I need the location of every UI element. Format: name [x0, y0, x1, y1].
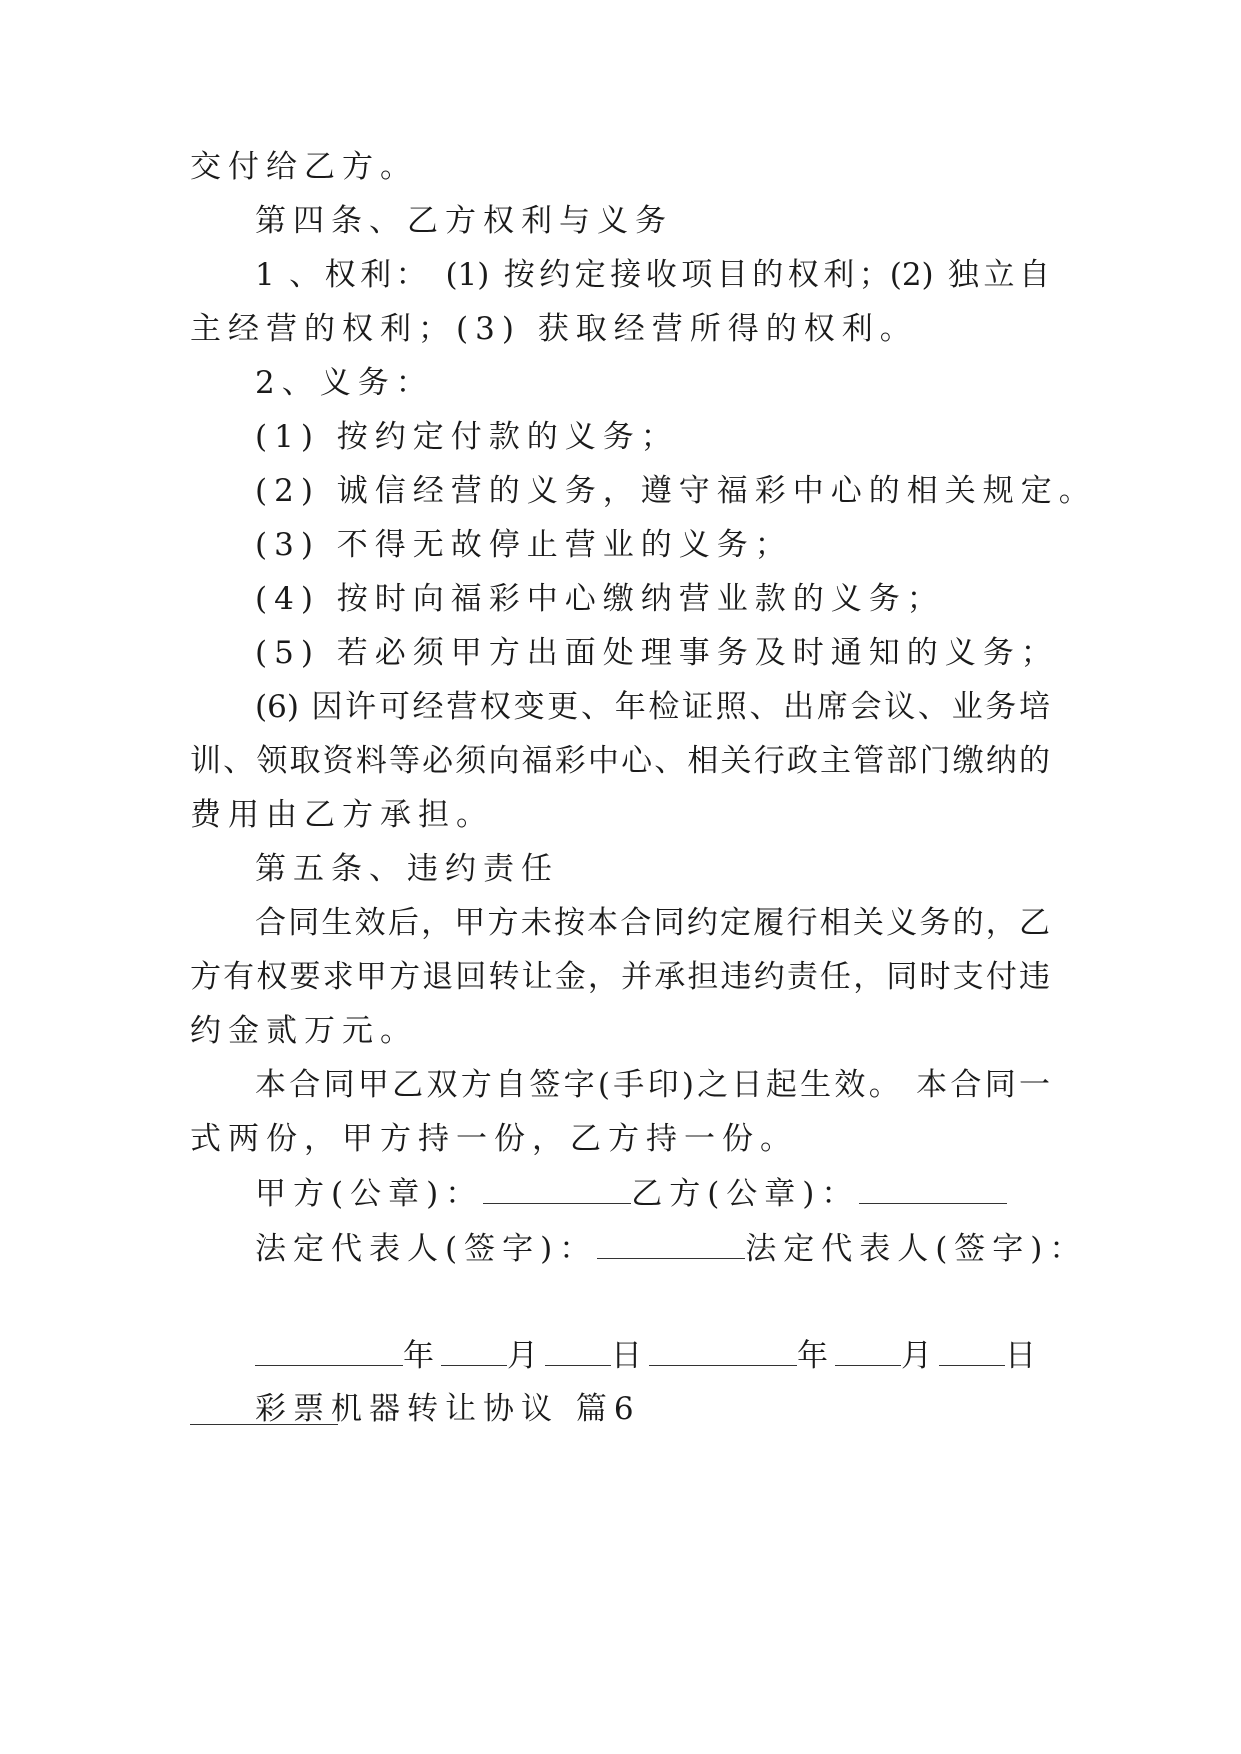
paragraph-line: 费用由乙方承担。: [190, 797, 494, 833]
section-heading-article-4: 第四条、乙方权利与义务: [255, 203, 673, 239]
list-item: (5) 若必须甲方出面处理事务及时通知的义务；: [255, 635, 1059, 671]
year-label: 年: [797, 1338, 835, 1374]
party-a-rep-label: 法定代表人(签字)：: [255, 1231, 598, 1267]
list-item: (6) 因许可经营权变更、年检证照、出席会议、业务培: [255, 689, 1050, 725]
paragraph-line: 交付给乙方。: [190, 149, 418, 185]
day-label: 日: [611, 1338, 649, 1374]
paragraph-line: 合同生效后，甲方未按本合同约定履行相关义务的，乙: [255, 905, 1050, 941]
paragraph-line: 本合同甲乙双方自签字(手印)之日起生效。 本合同一: [255, 1067, 1050, 1103]
list-item: (3) 不得无故停止营业的义务；: [255, 527, 793, 563]
paragraph-line: 约金贰万元。: [190, 1013, 418, 1049]
party-a-seal-blank[interactable]: [483, 1173, 631, 1204]
next-section-heading: 彩票机器转让协议 篇6: [255, 1391, 641, 1427]
party-b-seal-blank[interactable]: [859, 1173, 1007, 1204]
date-line: [255, 1335, 1115, 1376]
party-a-rep-blank[interactable]: [597, 1228, 745, 1259]
party-b-seal-label: 乙方(公章)：: [631, 1176, 860, 1212]
paragraph-line: 2、义务：: [255, 365, 434, 401]
month-label: 月: [901, 1338, 939, 1374]
party-b-year-blank[interactable]: [649, 1335, 797, 1366]
signature-seal-line: [255, 1173, 1115, 1214]
party-a-day-blank[interactable]: [545, 1335, 611, 1366]
paragraph-line: 方有权要求甲方退回转让金，并承担违约责任，同时支付违: [190, 959, 1050, 995]
signature-representative-line: [255, 1228, 1115, 1269]
list-item: (1) 按约定付款的义务；: [255, 419, 679, 455]
paragraph-line: 1 、权利： (1) 按约定接收项目的权利；(2) 独立自: [255, 257, 1050, 293]
paragraph-line: 式两份，甲方持一份，乙方持一份。: [190, 1121, 798, 1157]
list-item: (2) 诚信经营的义务，遵守福彩中心的相关规定。: [255, 473, 1097, 509]
list-item: (4) 按时向福彩中心缴纳营业款的义务；: [255, 581, 945, 617]
month-label: 月: [507, 1338, 545, 1374]
party-a-month-blank[interactable]: [441, 1335, 507, 1366]
party-b-month-blank[interactable]: [835, 1335, 901, 1366]
party-a-seal-label: 甲方(公章)：: [255, 1176, 484, 1212]
year-label: 年: [403, 1338, 441, 1374]
paragraph-line: 训、领取资料等必须向福彩中心、相关行政主管部门缴纳的: [190, 743, 1050, 779]
paragraph-line: 主经营的权利；(3) 获取经营所得的权利。: [190, 311, 918, 347]
section-heading-article-5: 第五条、违约责任: [255, 851, 559, 887]
party-b-day-blank[interactable]: [939, 1335, 1005, 1366]
day-label: 日: [1005, 1338, 1043, 1374]
party-a-year-blank[interactable]: [255, 1335, 403, 1366]
party-b-rep-label: 法定代表人(签字)：: [745, 1231, 1088, 1267]
